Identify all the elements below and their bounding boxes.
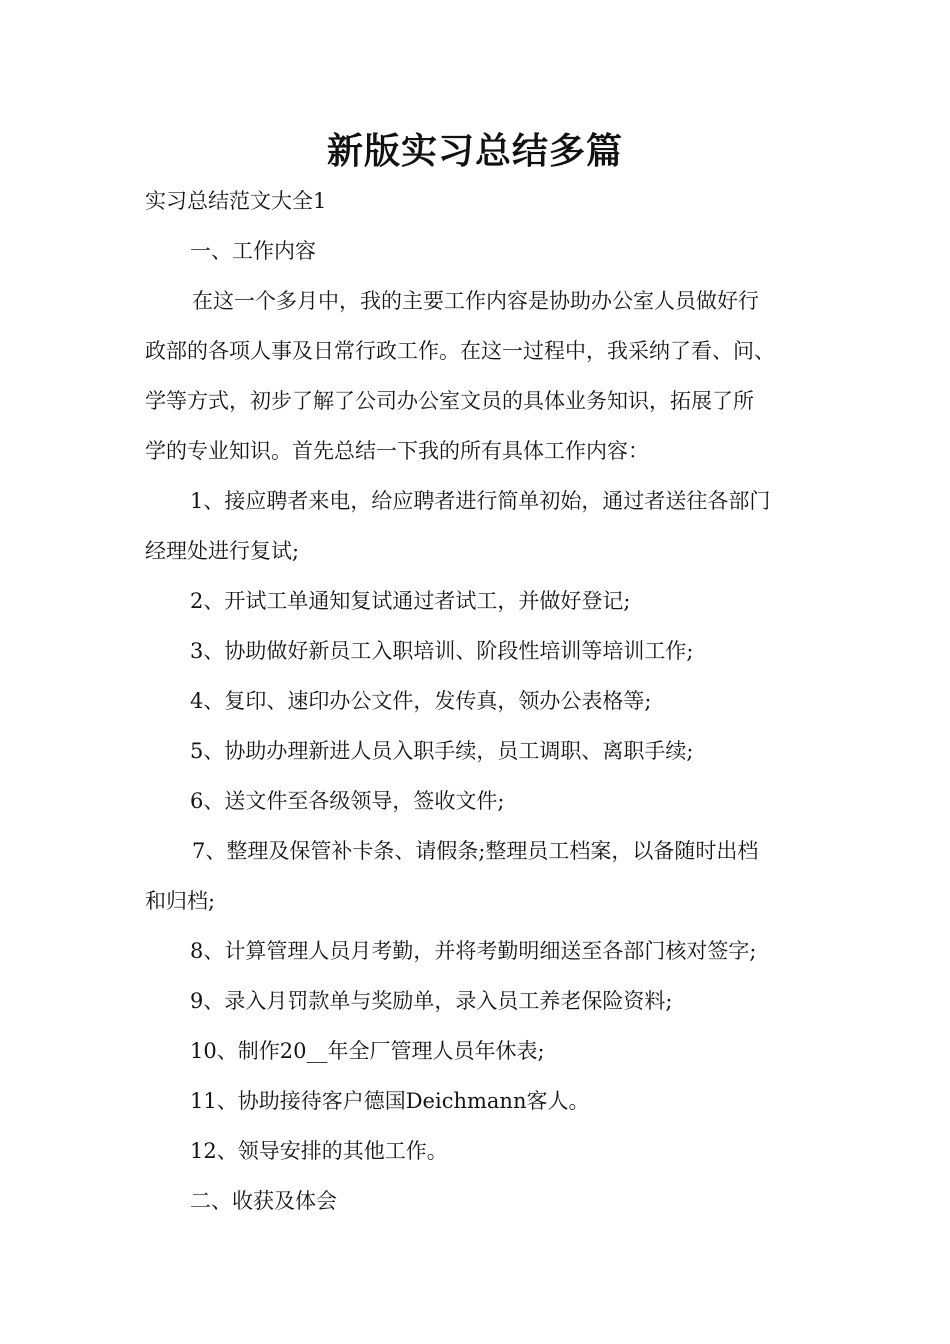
section-heading-gains: 二、收获及体会 bbox=[190, 1189, 337, 1213]
document-subtitle: 实习总结范文大全1 bbox=[145, 189, 327, 213]
list-item-9: 9、录入月罚款单与奖励单，录入员工养老保险资料; bbox=[190, 989, 673, 1013]
list-item-7-line-2: 和归档; bbox=[145, 889, 216, 913]
list-item-1-line-2: 经理处进行复试; bbox=[145, 539, 300, 563]
list-item-2: 2、开试工单通知复试通过者试工，并做好登记; bbox=[190, 589, 631, 613]
list-item-3: 3、协助做好新员工入职培训、阶段性培训等培训工作; bbox=[190, 639, 694, 663]
intro-line-1: 在这一个多月中，我的主要工作内容是协助办公室人员做好行 bbox=[192, 289, 759, 313]
list-item-7-line-1: 7、整理及保管补卡条、请假条;整理员工档案，以备随时出档 bbox=[192, 839, 759, 863]
list-item-6: 6、送文件至各级领导，签收文件; bbox=[190, 789, 505, 813]
document-title: 新版实习总结多篇 bbox=[326, 131, 623, 172]
list-item-4: 4、复印、速印办公文件，发传真，领办公表格等; bbox=[190, 689, 652, 713]
intro-line-3: 学等方式，初步了解了公司办公室文员的具体业务知识，拓展了所 bbox=[145, 389, 754, 413]
list-item-1-line-1: 1、接应聘者来电，给应聘者进行简单初始，通过者送往各部门 bbox=[190, 489, 771, 513]
list-item-11: 11、协助接待客户德国Deichmann客人。 bbox=[190, 1089, 590, 1113]
list-item-12: 12、领导安排的其他工作。 bbox=[190, 1139, 448, 1163]
list-item-5: 5、协助办理新进人员入职手续，员工调职、离职手续; bbox=[190, 739, 694, 763]
list-item-10: 10、制作20__年全厂管理人员年休表; bbox=[190, 1039, 545, 1063]
intro-line-2: 政部的各项人事及日常行政工作。在这一过程中，我采纳了看、问、 bbox=[145, 339, 775, 363]
intro-line-4: 学的专业知识。首先总结一下我的所有具体工作内容： bbox=[145, 439, 649, 463]
list-item-8: 8、计算管理人员月考勤，并将考勤明细送至各部门核对签字; bbox=[190, 939, 757, 963]
section-heading-work-content: 一、工作内容 bbox=[190, 239, 316, 263]
